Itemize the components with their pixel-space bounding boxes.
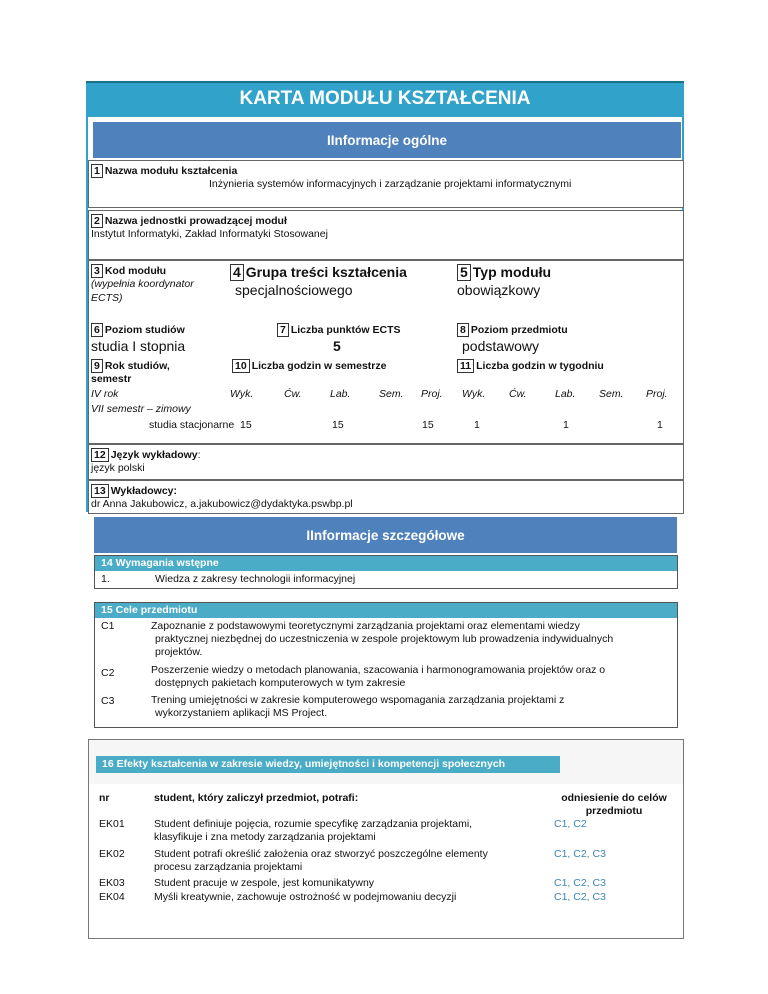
hours-week-header-project: Proj. [646,388,668,400]
outcome-text: Student definiuje pojęcia, rozumie specyfikę zarządzania projektami, klasyfikuje i zna metody zarządzania projektami [154,818,473,843]
code-note: ECTS) [91,292,123,304]
outcome-nr: EK01 [99,818,125,830]
field-prerequisites [94,555,678,589]
field-label: Kod modułu [104,265,167,277]
hours-week-header-seminar: Sem. [599,388,624,400]
subject-level-value: podstawowy [462,338,540,354]
hours-week-header-lecture: Wyk. [462,388,486,400]
field-label: Grupa treści kształcenia [245,264,407,280]
hours-sem-lab: 15 [332,419,344,431]
module-name-value: Inżynieria systemów informacyjnych i zarządzanie projektami informatycznymi [209,178,572,190]
unit-value: Instytut Informatyki, Zakład Informatyki Stosowanej [91,228,328,240]
objective-text: Poszerzenie wiedzy o metodach planowania, szacowania i harmonogramowania projektów oraz o dostępnych pakietach komputerowych w tym zakresie [151,664,606,689]
semester-value: VII semestr – zimowy [91,403,191,415]
outcome-nr: EK04 [99,891,125,903]
field-number: 7 [277,323,289,337]
field-number: 4 [230,264,244,281]
code-note: (wypełnia koordynator [91,278,194,290]
hours-week-header-lab: Lab. [555,388,576,400]
field-label: Nazwa jednostki prowadzącej moduł [104,215,287,227]
outcome-ref: C1, C2, C3 [554,877,606,889]
outcome-ref: C1, C2 [554,818,587,830]
field-number: 8 [457,323,469,337]
field-label: Wymagania wstępne [115,557,219,569]
outcome-text: Student potrafi określić założenia oraz stworzyć poszczególne elementy procesu zarządzania projektami [154,848,488,873]
hours-week-lecture: 1 [474,419,480,431]
field-label: Liczba godzin w tygodniu [476,360,604,372]
title-bar-edge [86,81,684,83]
field-number: 6 [91,323,103,337]
field-number: 2 [91,214,103,228]
field-label: Typ modułu [472,264,552,280]
field-number: 14 [101,557,113,569]
field-label: Wykładowcy: [110,485,178,497]
study-level-value: studia I stopnia [91,338,186,354]
hours-week-lab: 1 [563,419,569,431]
label-colon: : [197,449,201,461]
field-number: 9 [91,359,103,373]
hours-sem-lecture: 15 [240,419,252,431]
field-number: 10 [232,359,250,373]
field-label: Rok studiów, [104,360,170,372]
field-label: Poziom przedmiotu [470,324,568,336]
field-language [88,444,684,480]
field-label: Liczba godzin w semestrze [251,360,387,372]
field-number: 5 [457,264,471,281]
col-reference: odniesienie do celów przedmiotu [561,792,667,817]
field-number: 15 [101,604,113,616]
field-number: 12 [91,448,109,462]
hours-week-project: 1 [657,419,663,431]
field-number: 11 [457,359,474,373]
field-label: semestr [91,373,132,385]
field-module-name [88,160,684,208]
outcome-text: Student pracuje w zespole, jest komunikatywny [154,877,375,889]
field-label: Liczba punktów ECTS [290,324,401,336]
field-label: Nazwa modułu kształcenia [104,165,238,177]
module-type-value: obowiązkowy [457,282,541,298]
hours-sem-header-exercise: Ćw. [284,388,302,400]
outcome-nr: EK03 [99,877,125,889]
outcomes-header [96,756,560,773]
objective-text: Trening umiejętności w zakresie komputerowego wspomagania zarządzania projektami z wykorzystaniem aplikacji MS Project. [151,694,565,719]
field-number: 3 [91,264,103,278]
field-number: 13 [91,484,109,498]
field-label: Cele przedmiotu [115,604,198,616]
page-title: KARTA MODUŁU KSZTAŁCENIA [86,81,684,117]
language-value: język polski [91,462,145,474]
field-label: Efekty kształcenia w zakresie wiedzy, umiejętności i kompetencji społecznych [116,758,506,770]
objective-code: C2 [101,667,115,679]
ects-value: 5 [333,338,341,354]
module-details-grid [88,260,684,444]
field-label: Poziom studiów [104,324,185,336]
field-learning-outcomes [88,739,684,939]
hours-sem-header-lecture: Wyk. [230,388,254,400]
outcome-ref: C1, C2, C3 [554,848,606,860]
section-detailed-header: IInformacje szczegółowe [94,517,677,553]
outcome-text: Myśli kreatywnie, zachowuje ostrożność w podejmowaniu decyzji [154,891,457,903]
prereq-text: Wiedza z zakresy technologii informacyjnej [155,573,356,585]
field-objectives [94,602,678,728]
prereq-number: 1. [101,573,110,585]
objective-code: C3 [101,695,115,707]
content-group-value: specjalnościowego [235,282,353,298]
field-number: 16 [102,758,114,770]
hours-sem-project: 15 [422,419,434,431]
field-label: Język wykładowy [110,449,198,461]
objective-code: C1 [101,620,115,632]
col-nr: nr [99,792,110,804]
year-value: IV rok [91,388,119,400]
outcome-ref: C1, C2, C3 [554,891,606,903]
field-number: 1 [91,164,103,178]
outcome-nr: EK02 [99,848,125,860]
hours-sem-header-lab: Lab. [330,388,351,400]
hours-sem-header-seminar: Sem. [379,388,404,400]
objective-text: Zapoznanie z podstawowymi teoretycznymi zarządzania projektami oraz elementami wiedzy praktycznej niezbędnej do uczestniczenia w zespole projektowym lub prowadzenia indywidualnych projektów. [151,620,614,658]
field-unit [88,210,684,260]
hours-week-header-exercise: Ćw. [509,388,527,400]
section-general-header: IInformacje ogólne [93,122,681,158]
col-description: student, który zaliczył przedmiot, potrafi: [154,792,359,804]
field-lecturers [88,480,684,514]
lecturers-value: dr Anna Jakubowicz, a.jakubowicz@dydaktyka.pswbp.pl [91,498,353,510]
study-mode-value: studia stacjonarne [149,419,235,431]
hours-sem-header-project: Proj. [421,388,443,400]
